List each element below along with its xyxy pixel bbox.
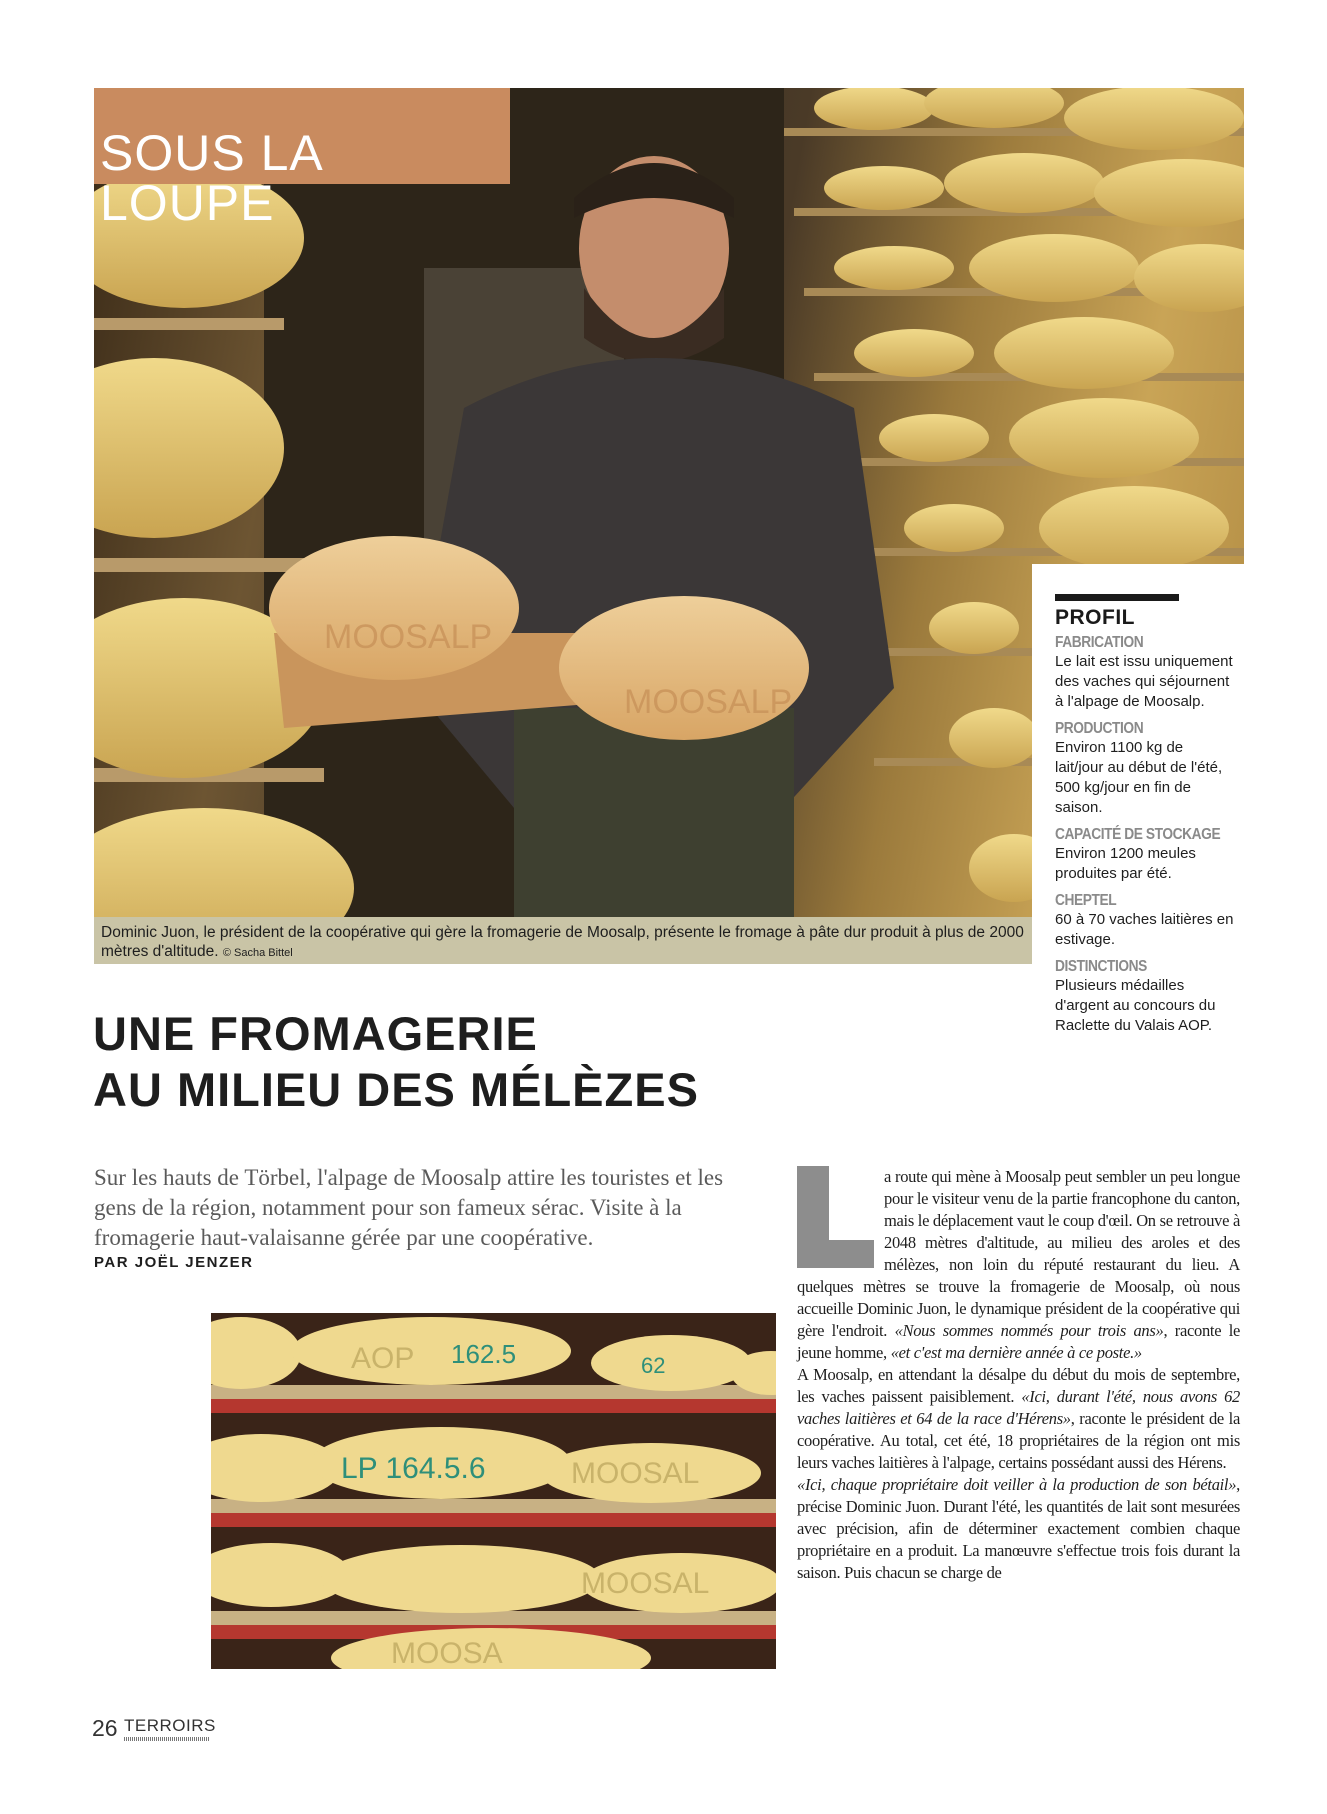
p1-text-a: a route qui mène à Moosalp peut sembler un peu longue pour le visiteur venu de la partie francophone du canton, mais le déplacement vaut le coup d'œil. On se retrouve à 2048 mètres d'altitude, au milieu des aroles et des mélèzes, non loin du réputé restaurant du lieu. A quelques mètres se trouve la fromagerie de Moosalp, où nous accueille Dominic Juon, le dynamique président de la coopérative qui gère l'endroit. bbox=[797, 1167, 1240, 1340]
magazine-name-rule bbox=[124, 1737, 209, 1741]
profile-text-stockage: Environ 1200 meules produites par été. bbox=[1055, 845, 1196, 882]
article-intro: Sur les hauts de Törbel, l'alpage de Moosalp attire les touristes et les gens de la région, notamment pour son fameux sérac. Visite à la fromagerie haut-valaisanne gérée par une coopérative. bbox=[94, 1165, 724, 1250]
profile-heading-fabrication: FABRICATION bbox=[1055, 634, 1144, 651]
headline-line-1: UNE FROMAGERIE bbox=[93, 1007, 538, 1060]
profile-text-fabrication: Le lait est issu uniquement des vaches qui séjournent à l'alpage de Moosalp. bbox=[1055, 653, 1233, 710]
profile-heading-distinctions: DISTINCTIONS bbox=[1055, 958, 1147, 975]
photo2-label-62: 62 bbox=[641, 1353, 666, 1378]
profile-heading-production: PRODUCTION bbox=[1055, 720, 1144, 737]
profile-heading-stockage: CAPACITÉ DE STOCKAGE bbox=[1055, 826, 1221, 843]
article-byline: PAR JOËL JENZER bbox=[94, 1254, 254, 1271]
p3-quote: «Ici, chaque propriétaire doit veiller à la production de son bétail» bbox=[797, 1475, 1237, 1494]
drop-cap-letter bbox=[797, 1166, 874, 1268]
photo-credit: © Sacha Bittel bbox=[222, 947, 293, 959]
p2-text-a: A Moosalp, en attendant la désalpe du début du mois de septembre, les vaches paissent paisiblement. bbox=[797, 1365, 1240, 1406]
cheese-shelves-illustration bbox=[211, 1313, 776, 1669]
photo2-label-moosal-1: MOOSAL bbox=[571, 1457, 700, 1490]
photo2-label-aop: AOP bbox=[351, 1342, 415, 1375]
p2-quote: «Ici, durant l'été, nous avons 62 vaches laitières et 64 de la race d'Hérens» bbox=[797, 1387, 1240, 1428]
hero-caption bbox=[94, 917, 1032, 964]
p1-quote-2: «et c'est ma dernière année à ce poste.» bbox=[890, 1343, 1142, 1362]
p2-text-b: , raconte le président de la coopérative. Au total, cet été, 18 propriétaires de la région ont mis leurs vaches laitières à l'alpage, certains possédant aussi des Hérens. bbox=[797, 1409, 1240, 1472]
drop-cap bbox=[797, 1166, 874, 1268]
photo2-label-1625: 162.5 bbox=[451, 1339, 517, 1369]
photo2-label-164: LP 164.5.6 bbox=[341, 1452, 486, 1485]
p1-quote-1: «Nous sommes nommés pour trois ans» bbox=[894, 1321, 1164, 1340]
cheese-stamp-left: MOOSALP bbox=[324, 618, 493, 656]
profile-text-production: Environ 1100 kg de lait/jour au début de l'été, 500 kg/jour en fin de saison. bbox=[1055, 739, 1223, 816]
profile-text-cheptel: 60 à 70 vaches laitières en estivage. bbox=[1055, 911, 1234, 948]
profile-box bbox=[1032, 564, 1244, 1124]
cheese-stamp-right: MOOSALP bbox=[624, 683, 793, 721]
p3-text-b: , précise Dominic Juon. Durant l'été, les quantités de lait sont mesurées avec précision, afin de déterminer exactement combien chaque propriétaire en a produit. La manœuvre s'effectue trois fois durant la saison. Puis chacun se charge de bbox=[797, 1475, 1240, 1582]
article-body bbox=[797, 1166, 1240, 1584]
profile-heading-cheptel: CHEPTEL bbox=[1055, 892, 1117, 909]
body-paragraph-3 bbox=[797, 1474, 1240, 1584]
profile-rule bbox=[1055, 594, 1179, 601]
profile-text-distinctions: Plusieurs médailles d'argent au concours du Raclette du Valais AOP. bbox=[1055, 977, 1216, 1034]
headline-line-2: AU MILIEU DES MÉLÈZES bbox=[93, 1063, 699, 1116]
magazine-name: TERROIRS bbox=[124, 1716, 216, 1735]
cheese-shelves-photo bbox=[211, 1313, 776, 1669]
photo2-label-moosa: MOOSA bbox=[391, 1637, 503, 1669]
profile-title: PROFIL bbox=[1055, 606, 1135, 629]
body-paragraph-2 bbox=[797, 1364, 1240, 1474]
caption-text: Dominic Juon, le président de la coopérative qui gère la fromagerie de Moosalp, présente le fromage à pâte dur produit à plus de 2000 mètres d'altitude. bbox=[101, 924, 1024, 960]
page-number: 26 bbox=[92, 1715, 118, 1741]
photo2-label-moosal-2: MOOSAL bbox=[581, 1567, 710, 1600]
section-kicker: SOUS LA LOUPE bbox=[94, 88, 510, 184]
article-headline bbox=[93, 1006, 793, 1118]
p1-text-b: , raconte le jeune homme, bbox=[797, 1321, 1241, 1362]
